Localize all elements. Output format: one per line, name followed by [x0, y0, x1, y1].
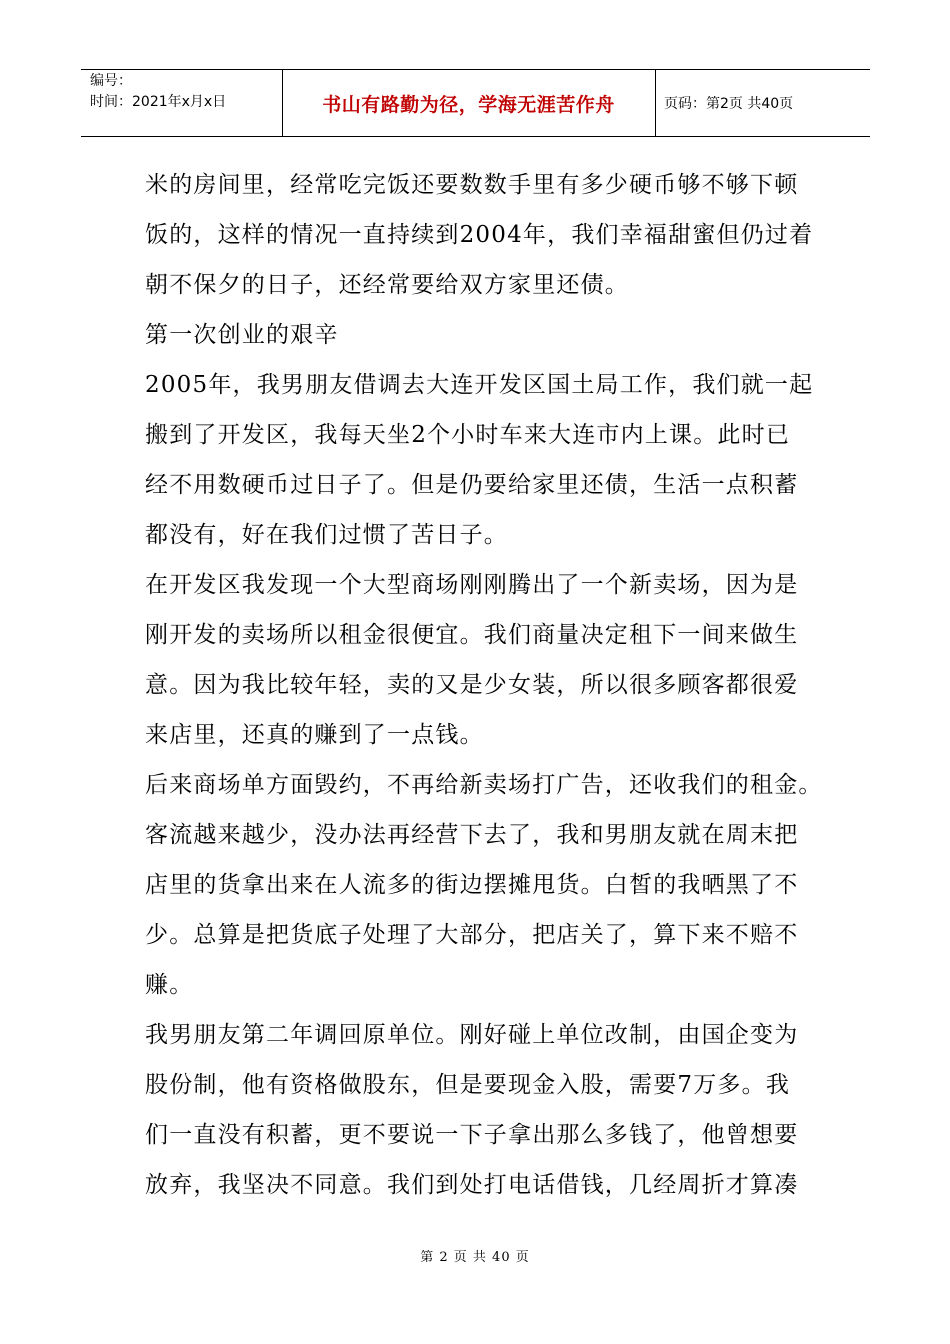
text-line: 2005年，我男朋友借调去大连开发区国土局工作，我们就一起: [145, 372, 814, 398]
text-line: 朝不保夕的日子，还经常要给双方家里还债。: [145, 272, 629, 298]
text-line: 来店里，还真的赚到了一点钱。: [145, 722, 484, 748]
text-line: 赚。: [145, 972, 194, 998]
text-line: 店里的货拿出来在人流多的街边摆摊甩货。白皙的我晒黑了不: [145, 872, 799, 898]
text-line: 搬到了开发区，我每天坐2个小时车来大连市内上课。此时已: [145, 422, 791, 448]
header-top-rule: [81, 69, 870, 70]
date-label: 时间：2021年x月x日: [90, 94, 227, 110]
text-line: 放弃，我坚决不同意。我们到处打电话借钱，几经周折才算凑: [145, 1172, 799, 1198]
header-divider-right: [655, 69, 656, 136]
header-meta: [90, 71, 226, 113]
page-footer: 第 2 页 共 40 页: [420, 1250, 530, 1265]
text-line: 米的房间里，经常吃完饭还要数数手里有多少硬币够不够下顿: [145, 172, 799, 198]
header-bottom-rule: [81, 136, 870, 137]
text-line: 客流越来越少，没办法再经营下去了，我和男朋友就在周末把: [145, 822, 799, 848]
text-line: 后来商场单方面毁约，不再给新卖场打广告，还收我们的租金。: [145, 772, 823, 798]
text-line: 们一直没有积蓄，更不要说一下子拿出那么多钱了，他曾想要: [145, 1122, 799, 1148]
text-line: 意。因为我比较年轻，卖的又是少女装，所以很多顾客都很爱: [145, 672, 799, 698]
header-page-info: 页码：第2页 共40页: [664, 96, 794, 112]
text-line: 经不用数硬币过日子了。但是仍要给家里还债，生活一点积蓄: [145, 472, 799, 498]
header-motto: 书山有路勤为径，学海无涯苦作舟: [322, 94, 615, 116]
serial-number-label: 编号：: [90, 73, 132, 89]
text-line: 饭的，这样的情况一直持续到2004年，我们幸福甜蜜但仍过着: [145, 222, 814, 248]
text-line: 刚开发的卖场所以租金很便宜。我们商量决定租下一间来做生: [145, 622, 799, 648]
document-body: [145, 160, 823, 1210]
text-line: 在开发区我发现一个大型商场刚刚腾出了一个新卖场，因为是: [145, 572, 799, 598]
text-line: 股份制，他有资格做股东，但是要现金入股，需要7万多。我: [145, 1072, 791, 1098]
text-line: 都没有，好在我们过惯了苦日子。: [145, 522, 508, 548]
text-line: 我男朋友第二年调回原单位。刚好碰上单位改制，由国企变为: [145, 1022, 799, 1048]
section-heading: 第一次创业的艰辛: [145, 322, 339, 348]
text-line: 少。总算是把货底子处理了大部分，把店关了，算下来不赔不: [145, 922, 799, 948]
